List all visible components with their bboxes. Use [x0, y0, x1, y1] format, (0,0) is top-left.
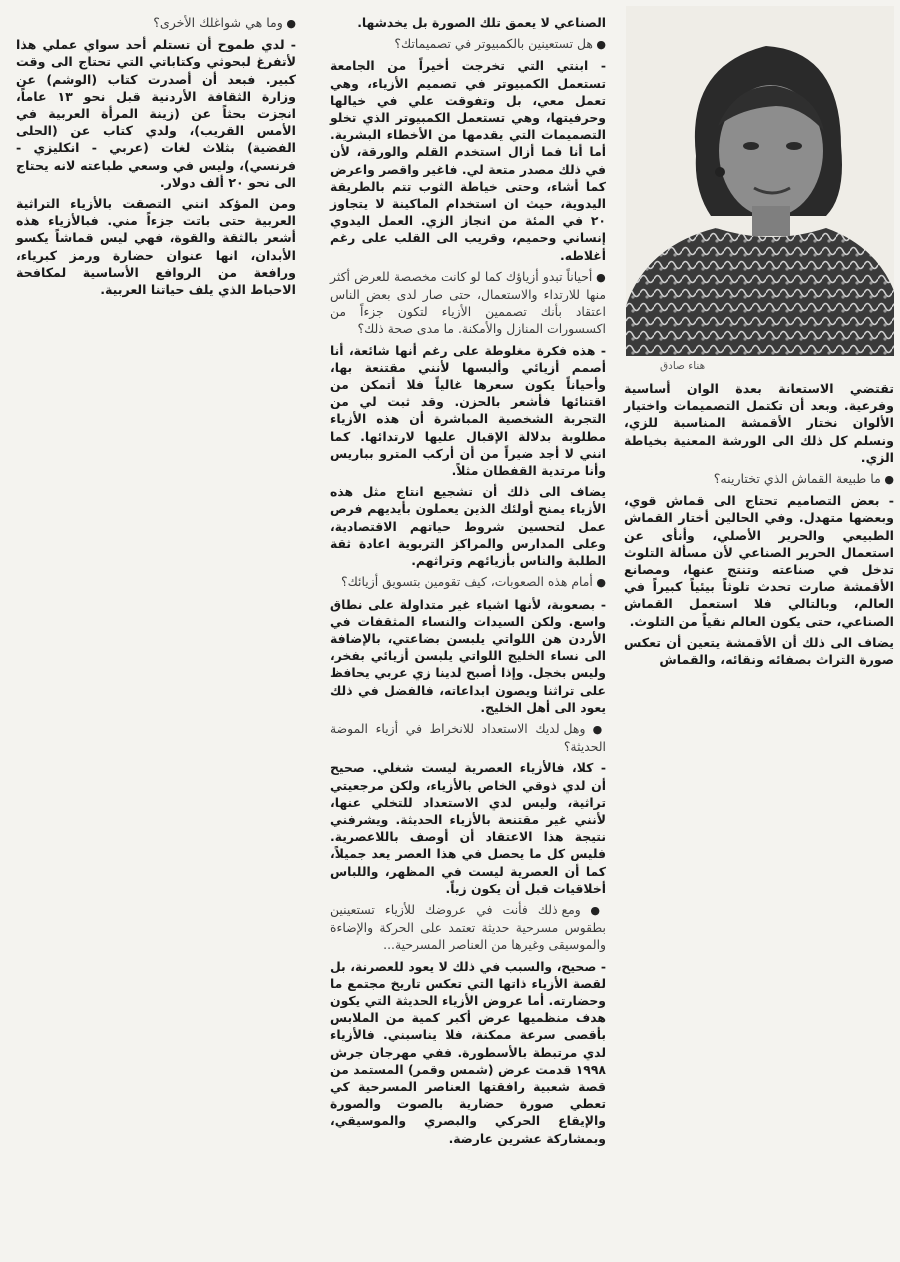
middle-column	[330, 14, 606, 1151]
interview-answer: يضاف الى ذلك أن الأقمشة يتعين أن تعكس صورة التراث بصفائه ونقائه، والقماش	[624, 634, 894, 668]
interview-question: ● أمام هذه الصعوبات، كيف تقومين بتسويق أزيائك؟	[330, 573, 606, 591]
interview-answer: الصناعي لا يعمق تلك الصورة بل يخدشها.	[357, 15, 606, 30]
interview-answer: - بعض التصاميم تحتاج الى قماش قوي، وبعضها متهدل. وفي الحالين أختار القماش الطبيعي والحرير الأصلي، وأنأى عن استعمال الحرير الصناعي لأن مسألة التلوث تدخل في صناعته وتنتج عنها، ومصانع الأقمشة صارت تحدث تلوثاً بيئياً كبيراً في العالم، وبالتالي فلا استعمل القماش الصناعي، حتى يكون العالم نقياً من التلوث.	[624, 493, 894, 629]
right-column	[624, 380, 894, 672]
portrait-photo	[626, 6, 894, 356]
interview-question: ● أحياناً تبدو أزياؤك كما لو كانت مخصصة للعرض أكثر منها للارتداء والاستعمال، حتى صار لدى بعض الناس اعتقاد بأنك تصممين الأزياء لتكون جزءاً من اكسسورات المنازل والأمكنة. ما مدى صحة ذلك؟	[330, 268, 606, 338]
interview-answer: - هذه فكرة مغلوطة على رغم أنها شائعة، أنا أصمم أزيائي وألبسها لأنني مقتنعة بها، وأحياناً يكون سعرها غالياً فلا أتمكن من اقتنائها فأشعر بالحزن. وقد ثبت لي من التجربة الشخصية المباشرة أن هذه الأزياء مطلوبة بدلالة الإقبال عليها لارتدائها. كما انني لا أجد ضيراً من أن أركب المترو بباريس وأنا مرتدية القفطان مثلاً.	[330, 342, 606, 479]
interview-answer: - بصعوبة، لأنها اشياء غير متداولة على نطاق واسع. ولكن السيدات والنساء المثقفات في الأردن هن اللواتي يلبسن بضاعتي، بالإضافة الى نساء الخليج اللواتي يلبسن أزيائي بفخر، وليس بخجل. وإذا أصبح لدينا زي عربي يحافظ على تراثنا ويصون ابداعاته، فالفضل في ذلك يعود الى أهل الخليج.	[330, 596, 606, 715]
interview-question: ● ما طبيعة القماش الذي تختارينه؟	[624, 470, 894, 488]
interview-answer: ومن المؤكد انني التصقت بالأزياء التراثية العربية حتى باتت جزءاً مني. فبالأزياء هذه أشعر بالثقة والقوة، فهي ليس قماشاً يكسو الأبدان، انها عنوان حضارة ورمز كبرياء، ورافعة من الروافع الأساسية لمكافحة الاحباط الذي يلف حياتنا العربية.	[16, 196, 296, 298]
photo-caption: هناء صادق	[660, 360, 706, 372]
interview-answer: - كلا، فالأزياء العصرية ليست شغلي. صحيح أن لدي ذوقي الخاص بالأزياء، ولكن مرجعيتي تراثية، وليس لدي الاستعداد للتخلي عنها، لأنني غير مقتنعة بالأزياء الحديثة. ويشرفني نتيجة هذا الاعتقاد أن أوصف باللاعصرية. فليس كل ما يحصل في هذا العصر يعد جميلاً، كما أن العصرية ليست في المظهر، واللباس أخلاقيات قبل أن يكون زياً.	[330, 760, 606, 896]
left-column	[16, 14, 296, 302]
interview-answer: - لدي طموح أن تستلم أحد سواي عملي هذا لأتفرغ لبحوثي وكتاباتي التي تحتاج الى وقت كبير. فبعد أن أصدرت كتاب (الوشم) عن وزارة الثقافة الأردنية قبل نحو ١٣ عاماً، انجزت بحثاً عن (زينة المرأة العربية في الأمس القريب)، ولدي كتاب عن (الحلى الفضية) بثلاث لغات (عربي - انكليزي - فرنسي)، وليس في وسعي طباعته لانه يحتاج الى نحو ٢٠ ألف دولار.	[16, 37, 297, 190]
interview-answer: تقتضي الاستعانة بعدة الوان أساسية وفرعية. وبعد أن تكتمل التصميمات واختيار الألوان نختار الأقمشة المناسبة للزي، ونسلم كل ذلك الى الورشة المعنية بخياطة الزي.	[624, 381, 894, 465]
interview-answer: - ابنتي التي تخرجت أخيراً من الجامعة تستعمل الكمبيوتر في تصميم الأزياء، وهي تعمل معي، بل وتفوقت علي في خيالها وحرفيتها، وهي تستعمل الكمبيوتر الذي تخلو التصميمات التي يقدمها من الأخطاء البشرية. أما أنا فما أزال استخدم القلم والورقة، لأن في ذلك مصدر متعة لي. فاغير واقصر واعرض كما أشاء، وحتى خياطة الثوب تتم بالطريقة اليدوية، حيث ان استخدام الماكينة لا يتجاوز ٢٠ في المئة من انجاز الزي. العمل اليدوي إنساني وحميم، وقريب الى القلب على رغم أغلاطه.	[330, 58, 606, 263]
interview-question: ● وما هي شواغلك الأخرى؟	[16, 14, 296, 32]
interview-question: ● هل تستعينين بالكمبيوتر في تصميماتك؟	[330, 35, 606, 53]
interview-answer: يضاف الى ذلك أن تشجيع انتاج مثل هذه الأزياء يمنح أولئك الذين يعملون بأيديهم فرص عمل لتحسين شروط حياتهم الاقتصادية، وعلى المدارس والمراكز التربوية اعادة ثقة الطلبة والناس بأزيائهم وتراثهم.	[330, 484, 606, 569]
interview-answer: - صحيح، والسبب في ذلك لا يعود للعصرنة، بل لقصة الأزياء ذاتها التي تعكس تاريخ مجتمع ما وحضارته. أما عروض الأزياء الحديثة التي يكون هدف منظميها عرض أكبر كمية من الملابس بأقصى سرعة ممكنة، فلا يناسبني. فالأزياء لدي مرتبطة بالأسطورة. ففي مهرجان جرش ١٩٩٨ قدمت عرض (شمس وقمر) المستمد من قصة شعبية رافقتها العناصر المسرحية كي تعطي صورة حضارية بالصوت والصورة والإيقاع الحركي والبصري والموسيقي، وبمشاركة عشرين عارضة.	[330, 958, 606, 1146]
interview-question: ● وهل لديك الاستعداد للانخراط في أزياء الموضة الحديثة؟	[330, 720, 606, 755]
portrait-illustration	[626, 6, 894, 356]
interview-question: ● ومع ذلك فأنت في عروضك للأزياء تستعينين بطقوس مسرحية حديثة تعتمد على الحركة والإضاءة والموسيقى وغيرها من العناصر المسرحية...	[330, 901, 606, 954]
